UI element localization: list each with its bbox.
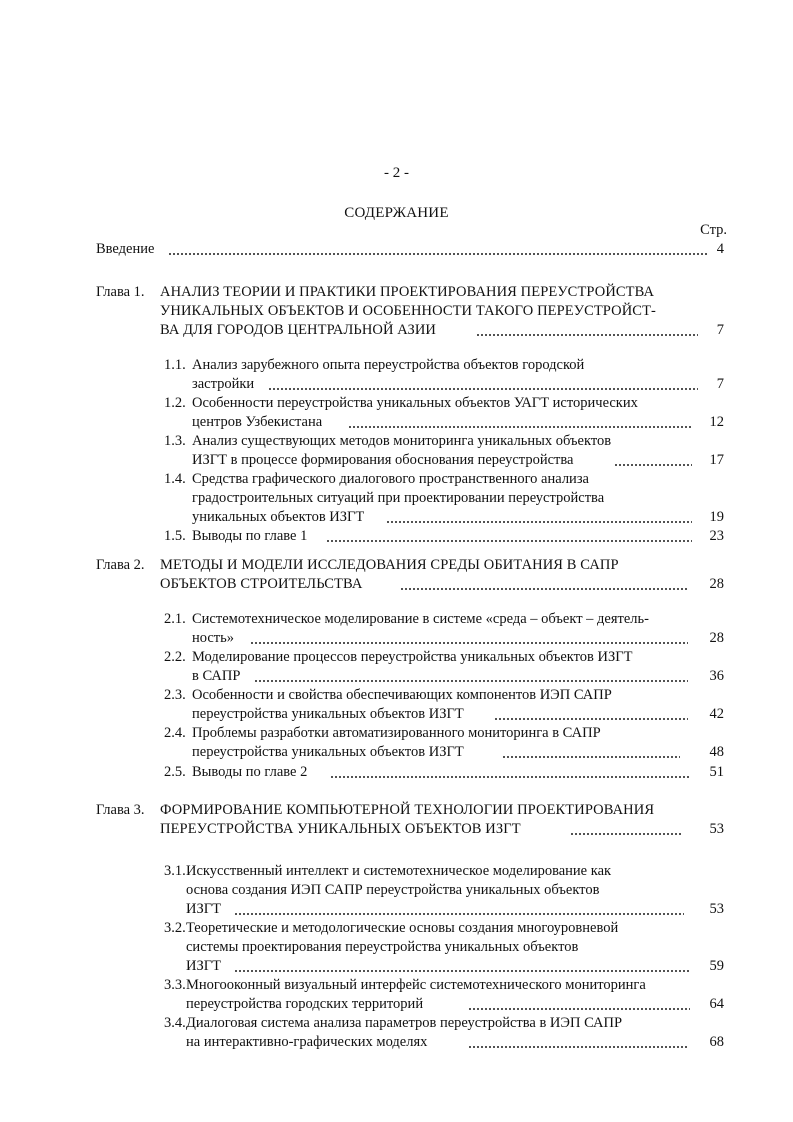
toc-leader [234, 913, 684, 915]
toc-chapter-1 [96, 283, 724, 340]
section-number: 2.5. [164, 764, 186, 780]
section-title-line: Диалоговая система анализа параметров переустройства в ИЭП САПР [186, 1015, 623, 1031]
toc-leader [234, 970, 690, 972]
chapter-label: Глава 1. [96, 284, 145, 300]
toc-leader [502, 756, 680, 758]
section-title-line: ИЗГТ [186, 901, 221, 917]
section-title-line: ИЗГТ [186, 958, 221, 974]
toc-leader [326, 540, 692, 542]
section-number: 2.2. [164, 649, 186, 665]
section-title-line: Проблемы разработки автоматизированного мониторинга в САПР [192, 725, 601, 741]
section-number: 3.3. [164, 977, 186, 993]
toc-section-3-1 [164, 862, 724, 919]
section-title-line: системы проектирования переустройства уникальных объектов [186, 939, 579, 955]
toc-intro-label: Введение [96, 241, 155, 257]
toc-leader [250, 642, 688, 644]
toc-intro-page: 4 [716, 241, 724, 257]
section-title-line: Многооконный визуальный интерфейс системотехнического мониторинга [186, 977, 646, 993]
toc-leader [476, 334, 698, 336]
toc-section-2-2 [164, 648, 724, 686]
section-title-line: Особенности и свойства обеспечивающих компонентов ИЭП САПР [192, 687, 612, 703]
section-page: 51 [709, 764, 724, 780]
section-number: 1.3. [164, 433, 186, 449]
toc-leader [330, 776, 690, 778]
toc-section-3-2 [164, 919, 724, 976]
section-title-line: Выводы по главе 1 [192, 528, 308, 544]
section-number: 3.4. [164, 1015, 186, 1031]
page-column-label: Стр. [700, 222, 727, 238]
chapter-page: 28 [709, 576, 724, 592]
toc-chapter-2 [96, 556, 724, 594]
section-page: 53 [709, 901, 724, 917]
chapter-title-line: МЕТОДЫ И МОДЕЛИ ИССЛЕДОВАНИЯ СРЕДЫ ОБИТАНИЯ В САПР [160, 557, 619, 573]
section-page: 64 [709, 996, 724, 1012]
toc-section-1-1 [164, 356, 724, 394]
section-title-line: уникальных объектов ИЗГТ [192, 509, 365, 525]
section-number: 2.3. [164, 687, 186, 703]
chapter-title-line: ФОРМИРОВАНИЕ КОМПЬЮТЕРНОЙ ТЕХНОЛОГИИ ПРОЕКТИРОВАНИЯ [160, 802, 655, 818]
section-title-line: Анализ существующих методов мониторинга уникальных объектов [192, 433, 612, 449]
section-title-line: Системотехническое моделирование в системе «среда – объект – деятель- [192, 611, 649, 627]
chapter-title-line: УНИКАЛЬНЫХ ОБЪЕКТОВ И ОСОБЕННОСТИ ТАКОГО ПЕРЕУСТРОЙСТ- [160, 303, 656, 319]
chapter-title-line: ОБЪЕКТОВ СТРОИТЕЛЬСТВА [160, 576, 363, 592]
section-title-line: застройки [192, 376, 255, 392]
toc-section-2-4 [164, 724, 724, 762]
toc-leader [168, 253, 708, 255]
section-number: 1.5. [164, 528, 186, 544]
section-page: 23 [709, 528, 724, 544]
section-title-line: на интерактивно-графических моделях [186, 1034, 428, 1050]
chapter-page: 7 [716, 322, 724, 338]
toc-section-1-5 [164, 527, 724, 546]
section-page: 19 [709, 509, 724, 525]
section-title-line: градостроительных ситуаций при проектировании переустройства [192, 490, 605, 506]
section-title-line: основа создания ИЭП САПР переустройства уникальных объектов [186, 882, 600, 898]
toc-section-2-5 [164, 763, 724, 782]
section-title-line: Выводы по главе 2 [192, 764, 308, 780]
section-title-line: ность» [192, 630, 235, 646]
section-title-line: Средства графического диалогового пространственного анализа [192, 471, 589, 487]
section-page: 36 [709, 668, 724, 684]
toc-intro [96, 240, 724, 259]
toc-section-2-1 [164, 610, 724, 648]
section-title-line: ИЗГТ в процессе формирования обоснования переустройства [192, 452, 574, 468]
toc-leader [570, 833, 682, 835]
section-title-line: переустройства уникальных объектов ИЗГТ [192, 706, 464, 722]
section-title-line: Искусственный интеллект и системотехническое моделирование как [186, 863, 612, 879]
section-page: 7 [716, 376, 724, 392]
section-title-line: центров Узбекистана [192, 414, 323, 430]
section-title-line: переустройства уникальных объектов ИЗГТ [192, 744, 464, 760]
toc-leader [494, 718, 688, 720]
section-number: 1.1. [164, 357, 186, 373]
section-title-line: Теоретические и методологические основы создания многоуровневой [186, 920, 619, 936]
section-title-line: в САПР [192, 668, 241, 684]
toc-section-2-3 [164, 686, 724, 724]
section-title-line: Особенности переустройства уникальных объектов УАГТ исторических [192, 395, 638, 411]
section-title-line: Моделирование процессов переустройства уникальных объектов ИЗГТ [192, 649, 633, 665]
section-number: 2.1. [164, 611, 186, 627]
section-title-line: Анализ зарубежного опыта переустройства объектов городской [192, 357, 585, 373]
toc-leader [468, 1008, 690, 1010]
toc-chapter-3 [96, 801, 724, 839]
toc-section-1-2 [164, 394, 724, 432]
section-page: 28 [709, 630, 724, 646]
section-title-line: переустройства городских территорий [186, 996, 424, 1012]
chapter-label: Глава 3. [96, 802, 145, 818]
chapter-title-line: ПЕРЕУСТРОЙСТВА УНИКАЛЬНЫХ ОБЪЕКТОВ ИЗГТ [160, 821, 521, 837]
page-number: - 2 - [384, 165, 409, 181]
section-page: 17 [709, 452, 724, 468]
chapter-title-line: АНАЛИЗ ТЕОРИИ И ПРАКТИКИ ПРОЕКТИРОВАНИЯ ПЕРЕУСТРОЙСТВА [160, 284, 655, 300]
section-page: 42 [709, 706, 724, 722]
toc-leader [400, 588, 688, 590]
section-page: 48 [709, 744, 724, 760]
toc-leader [386, 521, 692, 523]
section-page: 12 [709, 414, 724, 430]
chapter-title-line: ВА ДЛЯ ГОРОДОВ ЦЕНТРАЛЬНОЙ АЗИИ [160, 322, 436, 338]
toc-leader [468, 1046, 688, 1048]
section-number: 1.2. [164, 395, 186, 411]
chapter-label: Глава 2. [96, 557, 145, 573]
section-number: 2.4. [164, 725, 186, 741]
section-page: 68 [709, 1034, 724, 1050]
section-number: 3.1. [164, 863, 186, 879]
toc-leader [268, 388, 698, 390]
toc-leader [254, 680, 688, 682]
section-number: 3.2. [164, 920, 186, 936]
toc-leader [614, 464, 692, 466]
toc-section-1-4 [164, 470, 724, 527]
toc-section-1-3 [164, 432, 724, 470]
toc-section-3-3 [164, 976, 724, 1014]
section-page: 59 [709, 958, 724, 974]
section-number: 1.4. [164, 471, 186, 487]
toc-section-3-4 [164, 1014, 724, 1052]
toc-leader [348, 426, 692, 428]
page-title: СОДЕРЖАНИЕ [344, 205, 449, 221]
chapter-page: 53 [709, 821, 724, 837]
